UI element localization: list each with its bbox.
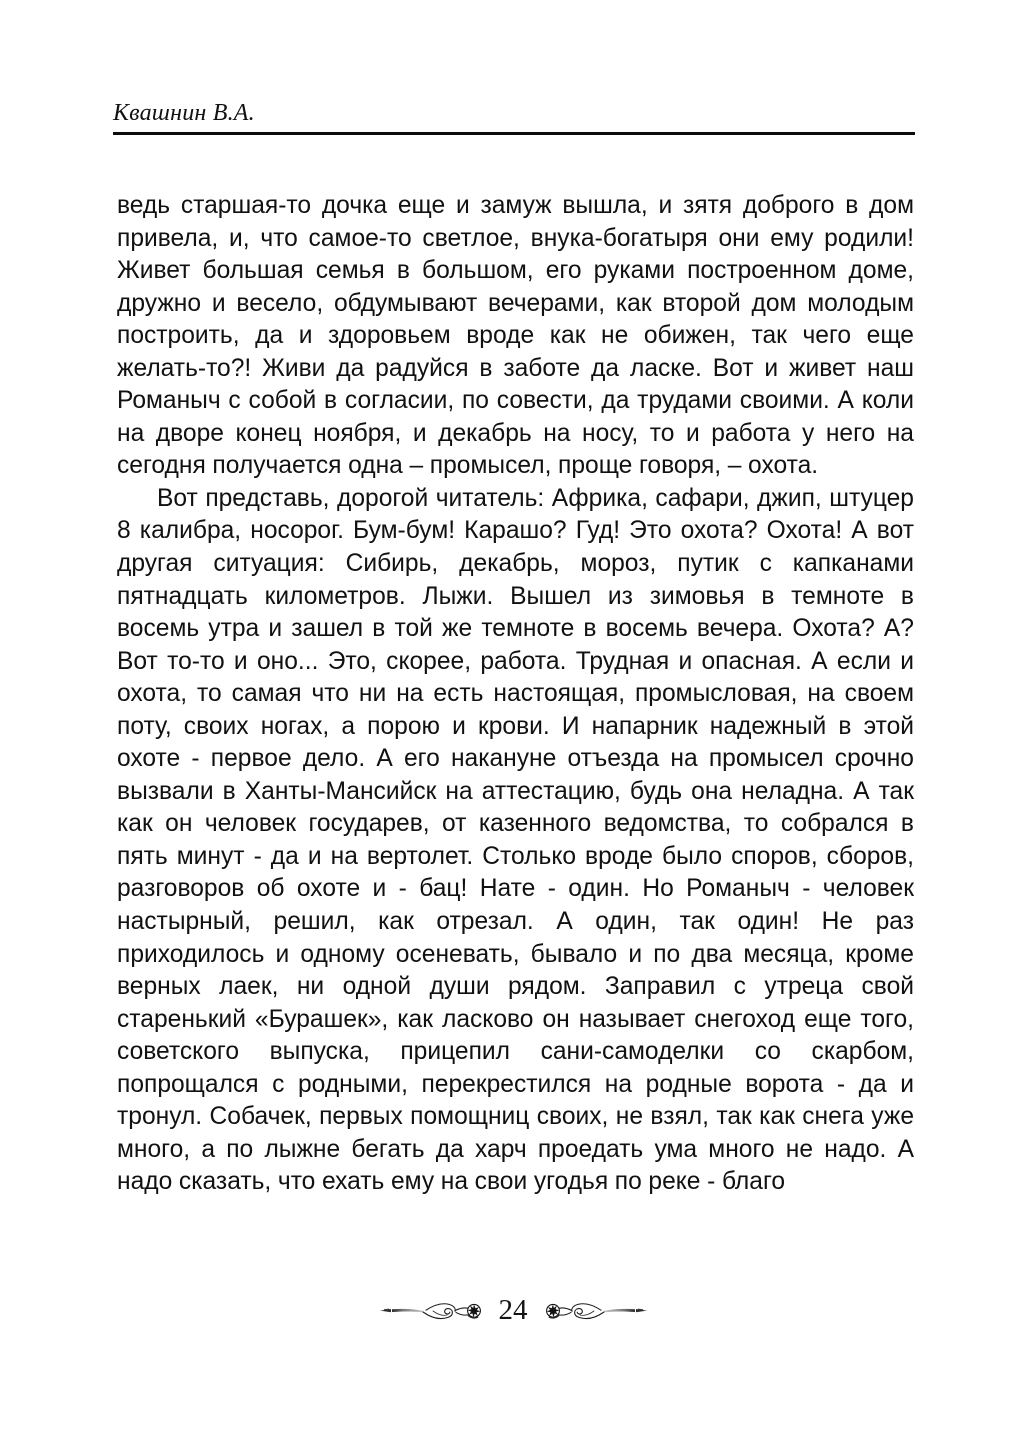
body-text-block xyxy=(117,190,914,1199)
page-footer xyxy=(0,1293,1026,1326)
floral-ornament-right-icon xyxy=(537,1296,649,1326)
paragraph-1: ведь старшая-то дочка еще и замуж вышла, и зятя доброго в дом привела, и, что самое-то светлое, внука-богатыря они ему родили! Живет большая семья в большом, его руками построенном доме, дружно и весело, обдумывают вечерами, как второй дом молодым построить, да и здоровьем вроде как не обижен, так чего еще желать-то?! Живи да радуйся в заботе да ласке. Вот и живет наш Романыч с собой в согласии, по совести, да трудами своими. А коли на дворе конец ноября, и декабрь на носу, то и работа у него на сегодня получается одна – промысел, проще говоря, – охота. xyxy=(117,192,914,480)
paragraph-2: Вот представь, дорогой читатель: Африка, сафари, джип, штуцер 8 калибра, носорог. Бум-бум! Карашо? Гуд! Это охота? Охота! А вот другая ситуация: Сибирь, декабрь, мороз, путик с капканами пятнадцать километров. Лыжи. Вышел из зимовья в темноте в восемь утра и зашел в той же темноте в восемь вечера. Охота? А? Вот то-то и оно... Это, скорее, работа. Трудная и опасная. А если и охота, то самая что ни на есть настоящая, промысловая, на своем поту, своих ногах, а порою и крови. И напарник надежный в этой охоте - первое дело. А его накануне отъезда на промысел срочно вызвали в Ханты-Мансийск на аттестацию, будь она неладна. А так как он человек государев, от казенного ведомства, то собрался в пять минут - да и на вертолет. Столько вроде было споров, сборов, разговоров об охоте и - бац! Нате - один. Но Романыч - человек настырный, решил, как отрезал. А один, так один! Не раз приходилось и одному осеневать, бывало и по два месяца, кроме верных лаек, ни одной души рядом. Заправил с утреца свой старенький «Бурашек», как ласково он называет снегоход еще того, советского выпуска, прицепил сани-самоделки со скарбом, попрощался с родными, перекрестился на родные ворота - да и тронул. Собачек, первых помощниц своих, не взял, так как снега уже много, а по лыжне бегать да харч проедать ума много не надо. А надо сказать, что ехать ему на свои угодья по реке - благо xyxy=(117,484,914,1196)
floral-ornament-left-icon xyxy=(378,1296,490,1326)
running-head-author: Квашнин В.А. xyxy=(113,100,255,126)
running-head xyxy=(113,100,915,135)
header-rule xyxy=(113,132,915,135)
page-number: 24 xyxy=(498,1293,528,1326)
